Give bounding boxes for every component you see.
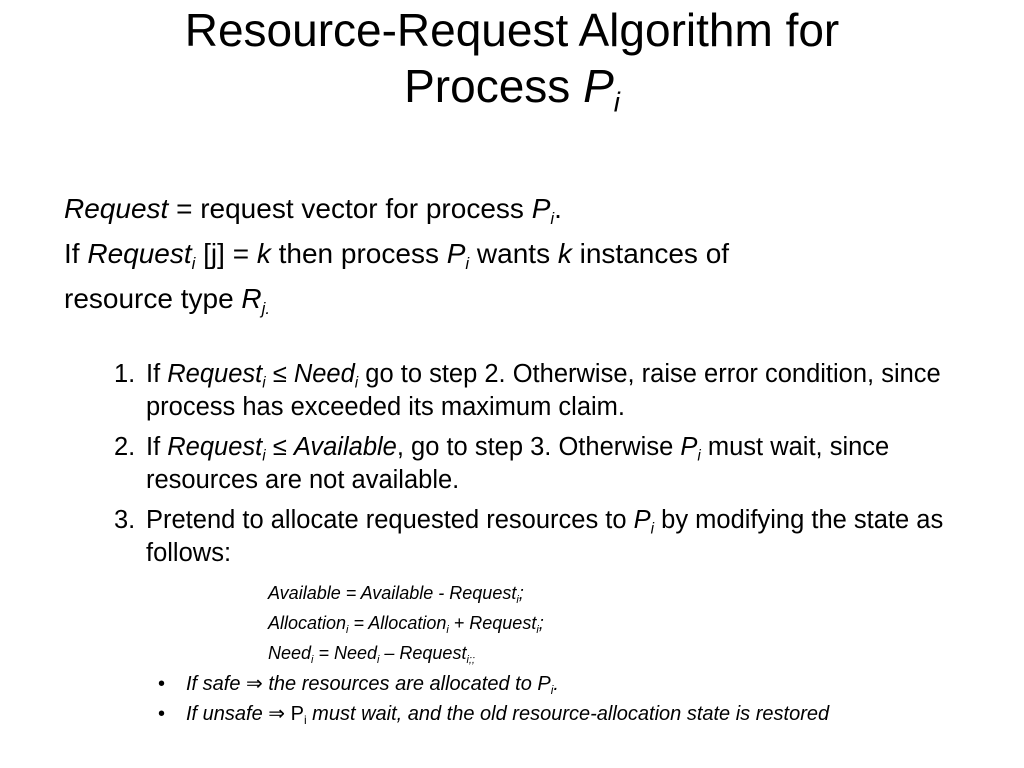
step-sub: i <box>650 520 655 538</box>
step-text <box>146 358 994 424</box>
bullet-item <box>158 672 958 696</box>
bullet-sub: i <box>550 683 554 698</box>
intro-var: P <box>446 238 466 269</box>
intro-sub: i <box>550 208 555 228</box>
intro-text-span: wants <box>469 238 558 269</box>
formula-span: + Request <box>448 613 537 633</box>
title-line-2-text: Process <box>404 60 584 112</box>
title-line-2 <box>0 58 1024 118</box>
formula-line <box>268 578 544 608</box>
formula-span: – Request <box>379 643 467 663</box>
bullet-sub: i <box>303 713 307 728</box>
step-span: , go to step 3. Otherwise <box>396 433 681 461</box>
step-sub: i <box>262 374 266 392</box>
formula-span: ; <box>538 613 544 633</box>
title-var-sub: i <box>613 86 620 118</box>
formula-sub: i <box>446 623 449 636</box>
title-var: P <box>583 60 614 112</box>
step-span: go to step 2. Otherwise, raise error condition, since process has exceeded its maximum claim. <box>146 360 941 421</box>
bullet-text <box>186 702 958 726</box>
step-term: Request <box>167 433 263 461</box>
intro-text-span: [j] = <box>195 238 257 269</box>
intro-text-span: = request vector for process <box>168 193 532 224</box>
formula-span: Available = Available - Request <box>268 583 517 603</box>
step-term: P <box>633 506 651 534</box>
step-item <box>114 504 994 570</box>
intro-text-span: resource type <box>64 283 242 314</box>
bullet-span: If unsafe <box>186 703 269 725</box>
step-span: by modifying the state as follows: <box>146 506 944 567</box>
implies-arrow: ⇒ <box>246 673 263 695</box>
bullet-span: . <box>553 673 559 695</box>
step-sub: i <box>697 447 701 465</box>
formula-sub: i <box>311 653 314 666</box>
bullet-span: P <box>285 703 304 725</box>
step-text <box>146 504 994 570</box>
intro-var: k <box>256 238 271 269</box>
step-term: Available <box>293 433 397 461</box>
bullet-list <box>158 672 958 732</box>
title-line-1: Resource-Request Algorithm for <box>184 4 840 56</box>
slide-title <box>0 2 1024 118</box>
formula-span: = Allocation <box>348 613 447 633</box>
step-sub: i <box>262 447 266 465</box>
step-span: If <box>146 360 168 388</box>
intro-text <box>64 186 964 321</box>
intro-line-2 <box>64 231 964 276</box>
step-item <box>114 358 994 424</box>
intro-line-3 <box>64 276 964 321</box>
bullet-span: the resources are allocated to P <box>262 673 551 695</box>
intro-sub: i <box>465 253 470 273</box>
intro-var: k <box>557 238 572 269</box>
intro-sub: i <box>191 253 196 273</box>
formula-span: ; <box>518 583 524 603</box>
step-span: ≤ <box>265 360 294 388</box>
formula-sub: i <box>376 653 380 666</box>
step-number: 1. <box>114 360 136 388</box>
bullet-marker: • <box>158 673 166 695</box>
implies-arrow: ⇒ <box>268 703 286 725</box>
formula-sub: i <box>536 623 539 636</box>
bullet-marker: • <box>158 703 166 725</box>
intro-line-1 <box>64 186 964 231</box>
step-text <box>146 431 994 497</box>
formula-block <box>268 578 544 668</box>
intro-term: Request <box>64 193 169 224</box>
step-span: must wait, since resources are not available. <box>146 433 890 494</box>
bullet-item <box>158 702 958 726</box>
formula-sub: i;; <box>466 653 475 666</box>
formula-line <box>268 638 544 668</box>
step-term: Request <box>167 360 263 388</box>
steps-list <box>114 358 994 577</box>
intro-text-span: instances of <box>571 238 730 269</box>
intro-text-span: . <box>554 193 562 224</box>
formula-span: Need <box>268 643 312 663</box>
intro-text-span: If <box>64 238 88 269</box>
step-number: 3. <box>114 506 136 534</box>
step-number: 2. <box>114 433 136 461</box>
step-span: Pretend to allocate requested resources to <box>146 506 634 534</box>
formula-line <box>268 608 544 638</box>
intro-sub: j. <box>261 298 271 318</box>
bullet-span: If safe <box>186 673 247 695</box>
step-span: If <box>146 433 168 461</box>
step-term: P <box>680 433 698 461</box>
step-term: Need <box>293 360 355 388</box>
step-item <box>114 431 994 497</box>
bullet-text <box>186 672 958 696</box>
formula-sub: i <box>346 623 349 636</box>
step-sub: i <box>354 374 359 392</box>
intro-var: P <box>531 193 551 224</box>
step-span: ≤ <box>265 433 294 461</box>
intro-text-span: then process <box>270 238 447 269</box>
formula-span: = Need <box>313 643 377 663</box>
formula-span: Allocation <box>268 613 347 633</box>
formula-sub: i <box>516 593 519 606</box>
intro-term: Request <box>87 238 192 269</box>
intro-var: R <box>241 283 262 314</box>
bullet-span: must wait, and the old resource-allocation state is restored <box>306 703 830 725</box>
